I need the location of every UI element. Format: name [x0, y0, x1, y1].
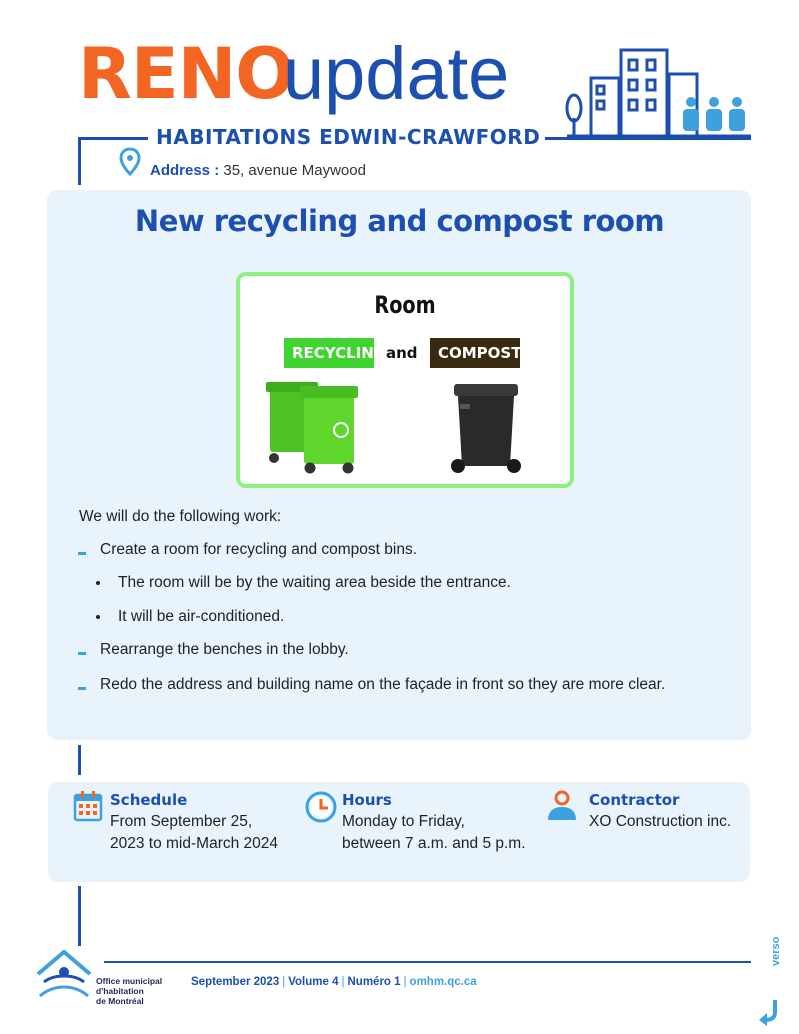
recycling-tag: RECYCLING	[284, 338, 374, 368]
footer-volume: Volume 4	[288, 976, 339, 988]
footer-date: September 2023	[191, 976, 280, 988]
green-recycling-bins-image	[264, 378, 374, 474]
work-intro: We will do the following work:	[79, 508, 282, 525]
list-item: Rearrange the benches in the lobby.	[100, 641, 349, 658]
address	[150, 162, 366, 179]
schedule-line-2: 2023 to mid-March 2024	[110, 835, 279, 852]
org-line-2: d'habitation	[96, 986, 144, 996]
hours-line-2: between 7 a.m. and 5 p.m.	[342, 835, 526, 852]
contractor-line-1: XO Construction inc.	[589, 813, 732, 830]
clock-icon	[304, 790, 338, 824]
room-illustration-title: Room	[374, 291, 436, 319]
footer-site-link[interactable]: omhm.qc.ca	[409, 976, 477, 988]
footer-issue-info: September 2023 | Volume 4 | Numéro 1 | omhm.qc.ca	[191, 976, 477, 988]
left-rule-mid	[78, 745, 81, 775]
hours-line-1: Monday to Friday,	[342, 813, 465, 830]
address-label: Address :	[150, 162, 220, 179]
list-item: It will be air-conditioned.	[118, 608, 285, 625]
contractor-heading: Contractor	[589, 791, 680, 809]
omhm-logo	[34, 944, 94, 1004]
person-icon	[545, 788, 579, 822]
top-rule-short	[78, 137, 148, 140]
masthead-update: update	[283, 32, 510, 115]
address-value: 35, avenue Maywood	[223, 162, 366, 179]
omhm-org-name	[96, 976, 176, 1006]
calendar-icon	[73, 790, 103, 822]
hours-heading: Hours	[342, 791, 392, 809]
left-rule-bottom	[78, 886, 81, 946]
list-dash-marker	[78, 687, 86, 690]
turn-page-arrow-icon[interactable]	[757, 998, 787, 1026]
black-compost-bin-image	[446, 382, 526, 478]
top-rule-right	[545, 137, 751, 140]
org-line-1: Office municipal	[96, 976, 163, 986]
schedule-line-1: From September 25,	[110, 813, 253, 830]
list-bullet-marker	[96, 581, 100, 585]
list-item: Create a room for recycling and compost bins.	[100, 541, 418, 558]
and-label: and	[386, 344, 418, 362]
schedule-heading: Schedule	[110, 791, 188, 809]
room-illustration	[236, 272, 574, 488]
compost-tag: COMPOST	[430, 338, 520, 368]
footer-rule	[104, 961, 751, 963]
list-bullet-marker	[96, 615, 100, 619]
list-item: Redo the address and building name on the façade in front so they are more clear.	[100, 676, 666, 693]
verso-label: verso	[770, 936, 782, 966]
org-line-3: de Montréal	[96, 996, 144, 1006]
list-dash-marker	[78, 552, 86, 555]
page-title: New recycling and compost room	[134, 204, 665, 238]
building-name: HABITATIONS EDWIN-CRAWFORD	[156, 125, 541, 149]
list-dash-marker	[78, 652, 86, 655]
left-rule-top	[78, 137, 81, 185]
footer-number: Numéro 1	[347, 976, 401, 988]
list-item: The room will be by the waiting area beside the entrance.	[118, 574, 511, 591]
masthead-reno: RENO	[78, 33, 294, 115]
city-buildings-icon	[563, 46, 753, 141]
location-pin-icon	[119, 147, 141, 177]
